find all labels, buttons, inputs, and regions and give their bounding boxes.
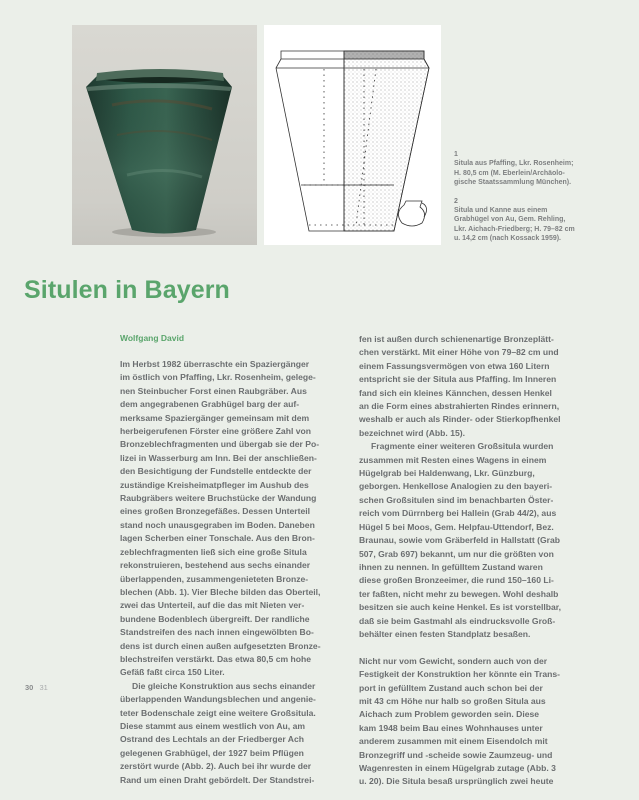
text-line: blechstreifen verstärkt. Das etwa 80,5 cm hohe	[120, 653, 312, 664]
text-line: zeblechfragmenten ließ sich eine große Situla	[120, 546, 307, 557]
text-line: fand sich ein kleines Kännchen, dessen Henkel	[359, 387, 552, 398]
caption-line: Situla aus Pfaffing, Lkr. Rosenheim;	[454, 160, 574, 168]
text-line: ter faßten, nicht mehr zu bewegen. Wohl deshalb	[359, 588, 559, 599]
caption-number: 2	[454, 197, 458, 205]
text-line: ihnen zu nennen. In gefülltem Zustand waren	[359, 561, 543, 572]
text-line: eines großen Bronzegefäßes. Dessen Unterteil	[120, 506, 311, 517]
text-line: im östlich von Pfaffing, Lkr. Rosenheim, gelege-	[120, 372, 316, 383]
text-line: Raubgräbers weitere Bruchstücke der Wandung	[120, 493, 317, 504]
caption-2	[454, 197, 634, 244]
caption-number: 1	[454, 151, 458, 158]
author-name: Wolfgang David	[120, 333, 185, 343]
situla-drawing	[264, 25, 441, 245]
text-line: Diese stammt aus einem westlich von Au, am	[120, 720, 305, 731]
text-line: weshalb er auch als Rinder- oder Stierkopfhenkel	[359, 414, 561, 425]
text-line: diese großen Bronzeeimer, die rund 150–160 Li-	[359, 575, 554, 586]
figure-captions	[454, 150, 634, 244]
text-line: zerstört wurde (Abb. 2). Auch bei ihr wurde der	[120, 761, 312, 772]
text-line: Hügelgrab bei Haldenwang, Lkr. Günzburg,	[359, 468, 535, 479]
text-line: herbeigerufenen Förster eine größere Zahl von	[120, 426, 312, 437]
caption-line: Grabhügel von Au, Gem. Rehling,	[454, 216, 566, 224]
text-line: gelegenen Grabhügel, der 1927 beim Pflügen	[120, 747, 304, 758]
text-line: blechen (Abb. 1). Vier Bleche bilden das Oberteil,	[120, 586, 321, 597]
text-line: überlappenden, zusammengenieteten Bronze-	[120, 573, 309, 584]
text-column-2	[359, 333, 621, 789]
text-line: überlappenden Wandungsblechen und angenie-	[120, 694, 316, 705]
text-line: zwei das Unterteil, auf die das mit Nieten ver-	[120, 600, 305, 611]
text-line: u. 20). Die Situla besaß ursprünglich zwei heute	[359, 776, 554, 787]
text-line: anderem zusammen mit einem Eisendolch mit	[359, 736, 548, 747]
text-line: Rand um einen Draht gebördelt. Der Standstrei-	[120, 774, 315, 785]
article-title: Situlen in Bayern	[24, 276, 230, 304]
text-line: entspricht sie der Situla aus Pfaffing. Im Inneren	[359, 374, 557, 385]
text-line: fen ist außen durch schienenartige Bronzeplätt-	[359, 334, 554, 344]
text-line: schen Großsitulen sind im benachbarten Öster-	[359, 494, 554, 505]
text-line: reich vom Dürrnberg bei Hallein (Grab 44/2), aus	[359, 508, 557, 519]
text-line: mit 43 cm Höhe nur halb so großen Situla aus	[359, 695, 546, 706]
caption-1	[454, 150, 634, 188]
text-line: Aichach zum Problem geworden sein. Diese	[359, 709, 540, 720]
text-line: Gefäß faßt circa 150 Liter.	[120, 667, 225, 678]
text-line: teter Bodenschale zeigt eine weitere Großsitula.	[120, 707, 316, 718]
text-line: lizei in Wasserburg am Inn. Bei der anschließen-	[120, 452, 317, 463]
text-line: dens ist durch einen außen aufgesetzten Bronze-	[120, 640, 321, 651]
text-line: Nicht nur vom Gewicht, sondern auch von der	[359, 655, 548, 666]
text-column-1	[120, 358, 365, 787]
caption-line: u. 14,2 cm (nach Kossack 1959).	[454, 235, 561, 243]
text-line: an die Form eines abstrahierten Rindes erinnern,	[359, 401, 560, 412]
text-line: Ostrand des Lechtals an der Friedberger Ach	[120, 734, 305, 745]
caption-line: H. 80,5 cm (M. Eberlein/Archäolo-	[454, 169, 565, 177]
text-line: bundene Bodenblech übergreift. Der randliche	[120, 613, 310, 624]
caption-line: Lkr. Aichach-Friedberg; H. 79–82 cm	[454, 225, 575, 233]
text-line: einem Fassungsvermögen von etwa 160 Litern	[359, 360, 550, 371]
text-line: merksame Spaziergänger gemeinsam mit dem	[120, 412, 310, 423]
text-line: zusammen mit Resten eines Wagens in einem	[359, 454, 547, 465]
caption-line: Situla und Kanne aus einem	[454, 207, 548, 215]
situla-photo	[72, 25, 257, 245]
page-number-right: 31	[39, 683, 48, 692]
text-line: 507, Grab 697) bekannt, um nur die größten von	[359, 548, 554, 559]
text-line: behälter einen festen Standplatz besaßen.	[359, 628, 531, 639]
text-line: Fragmente einer weiteren Großsitula wurden	[371, 441, 554, 452]
text-line: Bronzegriff und -scheide sowie Zaumzeug- und	[359, 749, 553, 760]
page-number-left: 30	[25, 683, 34, 692]
text-line: daß sie beim Gastmahl als eindrucksvolle Groß-	[359, 615, 556, 626]
text-line: Hügel 5 bei Moos, Gem. Helpfau-Uttendorf, Bez.	[359, 521, 554, 532]
text-line: lagen Scherben einer Tonschale. Aus den Bron-	[120, 533, 315, 544]
text-line: Festigkeit der Konstruktion her könnte ein Trans-	[359, 669, 561, 680]
text-line: kam 1948 beim Bau eines Wohnhauses unter	[359, 722, 543, 733]
text-line: Die gleiche Konstruktion aus sechs einander	[132, 680, 316, 691]
caption-line: gische Staatssammlung München).	[454, 179, 572, 187]
text-line: rekonstruieren, bestehend aus sechs einander	[120, 560, 311, 571]
situla-drawing-image	[264, 25, 441, 245]
text-line: chen verstärkt. Mit einer Höhe von 79–82 cm und	[359, 347, 559, 358]
text-line: zuständige Kreisheimatpfleger im Aushub des	[120, 479, 309, 490]
paragraph-gap	[359, 641, 621, 654]
situla-photo-image	[72, 25, 257, 245]
text-line: den Besichtigung der Fundstelle entdeckte der	[120, 466, 312, 477]
page-numbers	[25, 683, 48, 692]
text-line: bezeichnet wird (Abb. 15).	[359, 427, 466, 438]
text-line: stand noch unausgegraben im Boden. Daneben	[120, 519, 315, 530]
text-line: geborgen. Henkellose Analogien zu den bayeri-	[359, 481, 553, 492]
text-line: Im Herbst 1982 überraschte ein Spaziergänger	[120, 359, 310, 369]
text-line: Braunau, sowie vom Gräberfeld in Hallstatt (Grab	[359, 535, 561, 546]
text-line: nen Steinbucher Forst einen Raubgräber. Aus	[120, 385, 307, 396]
text-line: port in gefülltem Zustand auch schon bei der	[359, 682, 543, 693]
text-line: Wagenresten in einem Hügelgrab zutage (Abb. 3	[359, 762, 556, 773]
text-line: besitzen sie auch keine Henkel. Es ist vorstellbar,	[359, 602, 562, 613]
text-line: dem angegrabenen Grabhügel barg der auf-	[120, 399, 300, 410]
text-line: Standstreifen des nach innen eingewölbten Bo-	[120, 627, 314, 638]
text-line: Bronzeblechfragmenten und übergab sie der Po-	[120, 439, 320, 450]
